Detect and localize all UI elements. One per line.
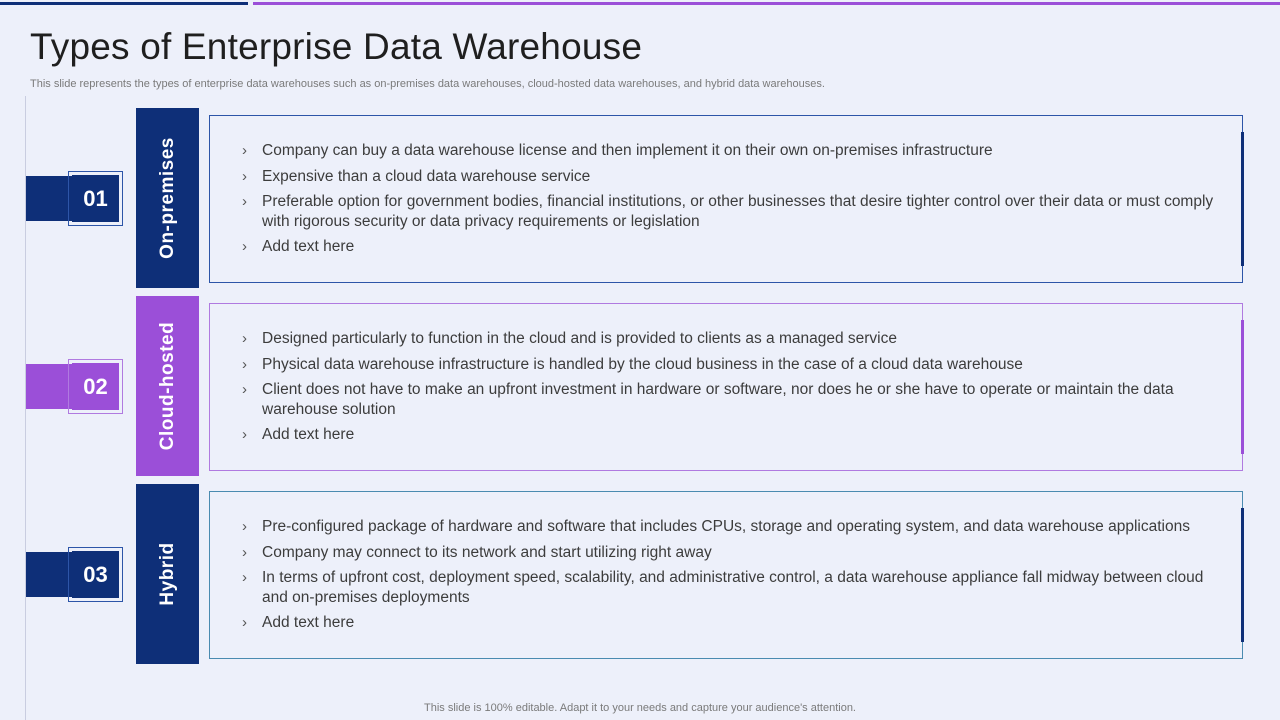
card-accent-bar xyxy=(1241,508,1244,642)
type-label: On-premises xyxy=(156,137,178,259)
list-item: › Client does not have to make an upfront investment in hardware or software, nor does he or she have to operate or maintain the data warehouse solution xyxy=(242,381,1174,418)
list-item: › Designed particularly to function in the cloud and is provided to clients as a managed service xyxy=(242,330,898,347)
list-item: › Add text here xyxy=(242,426,355,443)
type-label-tab xyxy=(136,296,199,476)
list-item: › Pre-configured package of hardware and software that includes CPUs, storage and operating system, and data warehouse applications xyxy=(242,518,1190,535)
chevron-right-icon: › xyxy=(242,238,247,255)
chevron-right-icon: › xyxy=(242,193,247,210)
type-label: Hybrid xyxy=(156,542,178,606)
type-label-tab xyxy=(136,108,199,288)
card-accent-bar xyxy=(1241,320,1244,454)
type-label-tab xyxy=(136,484,199,664)
number-badge xyxy=(68,359,123,414)
chevron-right-icon: › xyxy=(242,518,247,535)
list-item: › In terms of upfront cost, deployment speed, scalability, and administrative control, a data warehouse appliance fall midway between cloud and on-premises deployments xyxy=(242,569,1204,606)
bullet-list xyxy=(242,517,1230,639)
chevron-right-icon: › xyxy=(242,569,247,586)
top-accent-bar-purple xyxy=(253,2,1280,5)
list-item: › Company can buy a data warehouse license and then implement it on their own on-premises infrastructure xyxy=(242,142,993,159)
list-item: › Expensive than a cloud data warehouse service xyxy=(242,167,591,185)
chevron-right-icon: › xyxy=(242,614,247,631)
list-item: › Add text here xyxy=(242,238,355,255)
chevron-right-icon: › xyxy=(242,142,247,159)
chevron-right-icon: › xyxy=(242,426,247,443)
description-card xyxy=(209,491,1243,659)
top-accent-bar-navy xyxy=(0,2,248,5)
list-item: › Company may connect to its network and start utilizing right away xyxy=(242,543,712,561)
chevron-right-icon: › xyxy=(242,381,247,398)
number-badge-text: 03 xyxy=(72,551,119,598)
list-item: › Physical data warehouse infrastructure is handled by the cloud business in the case of a cloud data warehouse xyxy=(242,355,1023,373)
warehouse-type-hybrid xyxy=(0,484,1280,664)
slide-title: Types of Enterprise Data Warehouse xyxy=(30,26,643,67)
chevron-right-icon: › xyxy=(242,330,247,347)
number-badge-text: 01 xyxy=(72,175,119,222)
bullet-list xyxy=(242,329,1230,451)
number-badge xyxy=(68,547,123,602)
list-item: › Add text here xyxy=(242,614,355,631)
list-item: › Preferable option for government bodies, financial institutions, or other businesses that desire tighter control over their data or must comply with rigorous security or data privacy requirements or legislation xyxy=(242,193,1214,230)
warehouse-type-on-premises xyxy=(0,108,1280,288)
bullet-list xyxy=(242,141,1230,263)
number-badge xyxy=(68,171,123,226)
type-label: Cloud-hosted xyxy=(156,321,178,451)
warehouse-type-cloud-hosted xyxy=(0,296,1280,476)
description-card xyxy=(209,303,1243,471)
card-accent-bar xyxy=(1241,132,1244,266)
description-card xyxy=(209,115,1243,283)
chevron-right-icon: › xyxy=(242,355,247,373)
chevron-right-icon: › xyxy=(242,167,247,185)
slide-subtitle: This slide represents the types of enterprise data warehouses such as on-premises data warehouses, cloud-hosted data warehouses, and hybrid data warehouses. xyxy=(30,78,825,90)
chevron-right-icon: › xyxy=(242,543,247,561)
slide-footer: This slide is 100% editable. Adapt it to your needs and capture your audience's attention. xyxy=(424,702,856,714)
number-badge-text: 02 xyxy=(72,363,119,410)
